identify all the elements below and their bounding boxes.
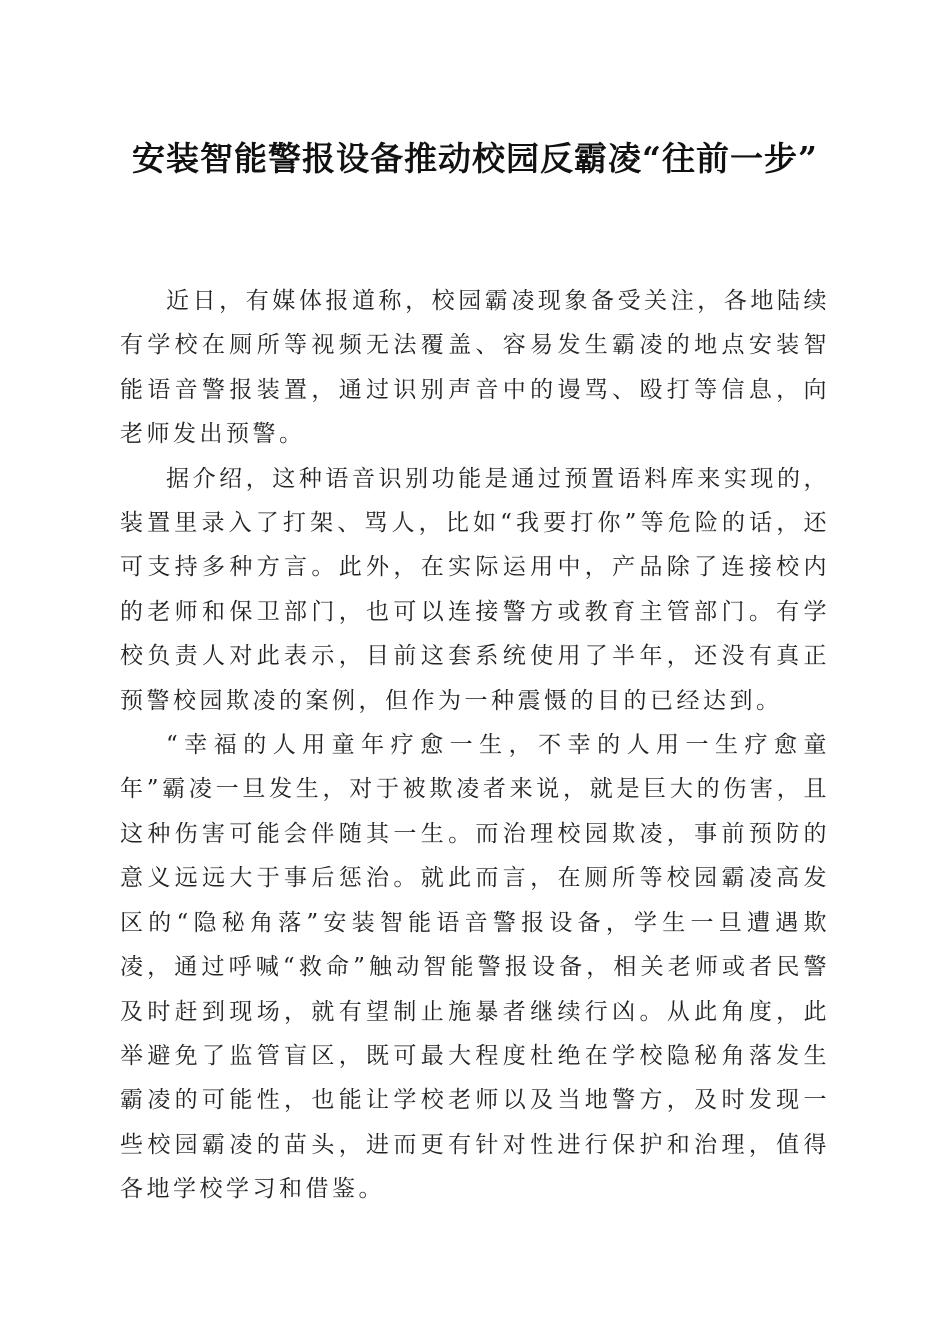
document-title: 安装智能警报设备推动校园反霸凌“往前一步” [132, 139, 818, 178]
paragraph-2: 据介绍，这种语音识别功能是通过预置语料库来实现的，装置里录入了打架、骂人，比如“我要打你”等危险的话，还可支持多种方言。此外，在实际运用中，产品除了连接校内的老师和保卫部门，也可以连接警方或教育主管部门。有学校负责人对此表示，目前这套系统使用了半年，还没有真正预警校园欺凌的案例，但作为一种震慑的目的已经达到。 [120, 465, 830, 714]
document-body [120, 279, 830, 1212]
paragraph-1: 近日，有媒体报道称，校园霸凌现象备受关注，各地陆续有学校在厕所等视频无法覆盖、容易发生霸凌的地点安装智能语音警报装置，通过识别声音中的谩骂、殴打等信息，向老师发出预警。 [120, 288, 830, 448]
paragraph-3: “幸福的人用童年疗愈一生，不幸的人用一生疗愈童年”霸凌一旦发生，对于被欺凌者来说，就是巨大的伤害，且这种伤害可能会伴随其一生。而治理校园欺凌，事前预防的意义远远大于事后惩治。就此而言，在厕所等校园霸凌高发区的“隐秘角落”安装智能语音警报设备，学生一旦遭遇欺凌，通过呼喊“救命”触动智能警报设备，相关老师或者民警及时赶到现场，就有望制止施暴者继续行凶。从此角度，此举避免了监管盲区，既可最大程度杜绝在学校隐秘角落发生霸凌的可能性，也能让学校老师以及当地警方，及时发现一些校园霸凌的苗头，进而更有针对性进行保护和治理，值得各地学校学习和借鉴。 [120, 732, 830, 1203]
